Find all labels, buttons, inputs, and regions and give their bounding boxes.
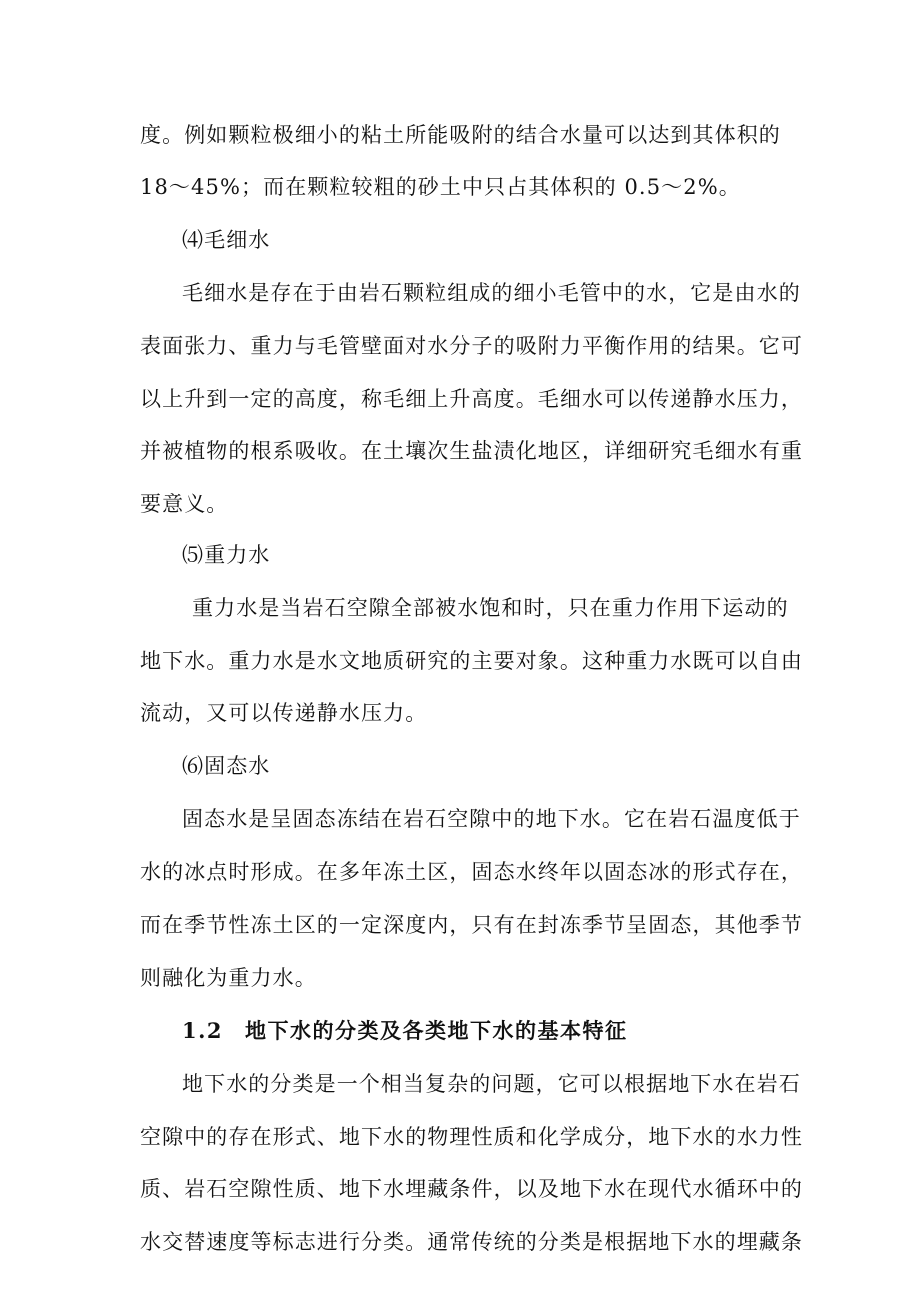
paragraph-line: 质、岩石空隙性质、地下水埋藏条件，以及地下水在现代水循环中的 — [140, 1177, 803, 1201]
paragraph-line: 18～45%；而在颗粒较粗的砂土中只占其体积的 0.5～2%。 — [140, 175, 741, 199]
paragraph-line: 表面张力、重力与毛管壁面对水分子的吸附力平衡作用的结果。它可 — [140, 334, 803, 358]
subsection-label: ⑸重力水 — [182, 543, 271, 567]
paragraph-line: 地下水。重力水是水文地质研究的主要对象。这种重力水既可以自由 — [140, 649, 803, 673]
paragraph-line: 固态水是呈固态冻结在岩石空隙中的地下水。它在岩石温度低于 — [182, 807, 801, 831]
paragraph-line: 地下水的分类是一个相当复杂的问题，它可以根据地下水在岩石 — [182, 1072, 801, 1096]
paragraph-line: 空隙中的存在形式、地下水的物理性质和化学成分，地下水的水力性 — [140, 1125, 803, 1149]
paragraph-line: 以上升到一定的高度，称毛细上升高度。毛细水可以传递静水压力， — [140, 387, 803, 411]
paragraph-line: 流动，又可以传递静水压力。 — [140, 701, 428, 725]
section-title: 地下水的分类及各类地下水的基本特征 — [245, 1018, 628, 1043]
paragraph-line: 重力水是当岩石空隙全部被水饱和时，只在重力作用下运动的 — [192, 596, 789, 620]
subsection-label: ⑹固态水 — [182, 754, 271, 778]
paragraph-line: 并被植物的根系吸收。在土壤次生盐渍化地区，详细研究毛细水有重 — [140, 439, 803, 463]
section-number: 1.2 — [182, 1018, 224, 1043]
paragraph-line: 度。例如颗粒极细小的粘土所能吸附的结合水量可以达到其体积的 — [140, 123, 781, 147]
paragraph-line: 要意义。 — [140, 492, 229, 516]
subsection-label: ⑷毛细水 — [182, 228, 271, 252]
paragraph-line: 水的冰点时形成。在多年冻土区，固态水终年以固态冰的形式存在， — [140, 860, 803, 884]
paragraph-line: 则融化为重力水。 — [140, 966, 317, 990]
section-heading — [182, 1016, 628, 1046]
paragraph-line: 毛细水是存在于由岩石颗粒组成的细小毛管中的水，它是由水的 — [182, 281, 801, 305]
paragraph-line: 水交替速度等标志进行分类。通常传统的分类是根据地下水的埋藏条 — [140, 1230, 803, 1254]
paragraph-line: 而在季节性冻土区的一定深度内，只有在封冻季节呈固态，其他季节 — [140, 913, 803, 937]
